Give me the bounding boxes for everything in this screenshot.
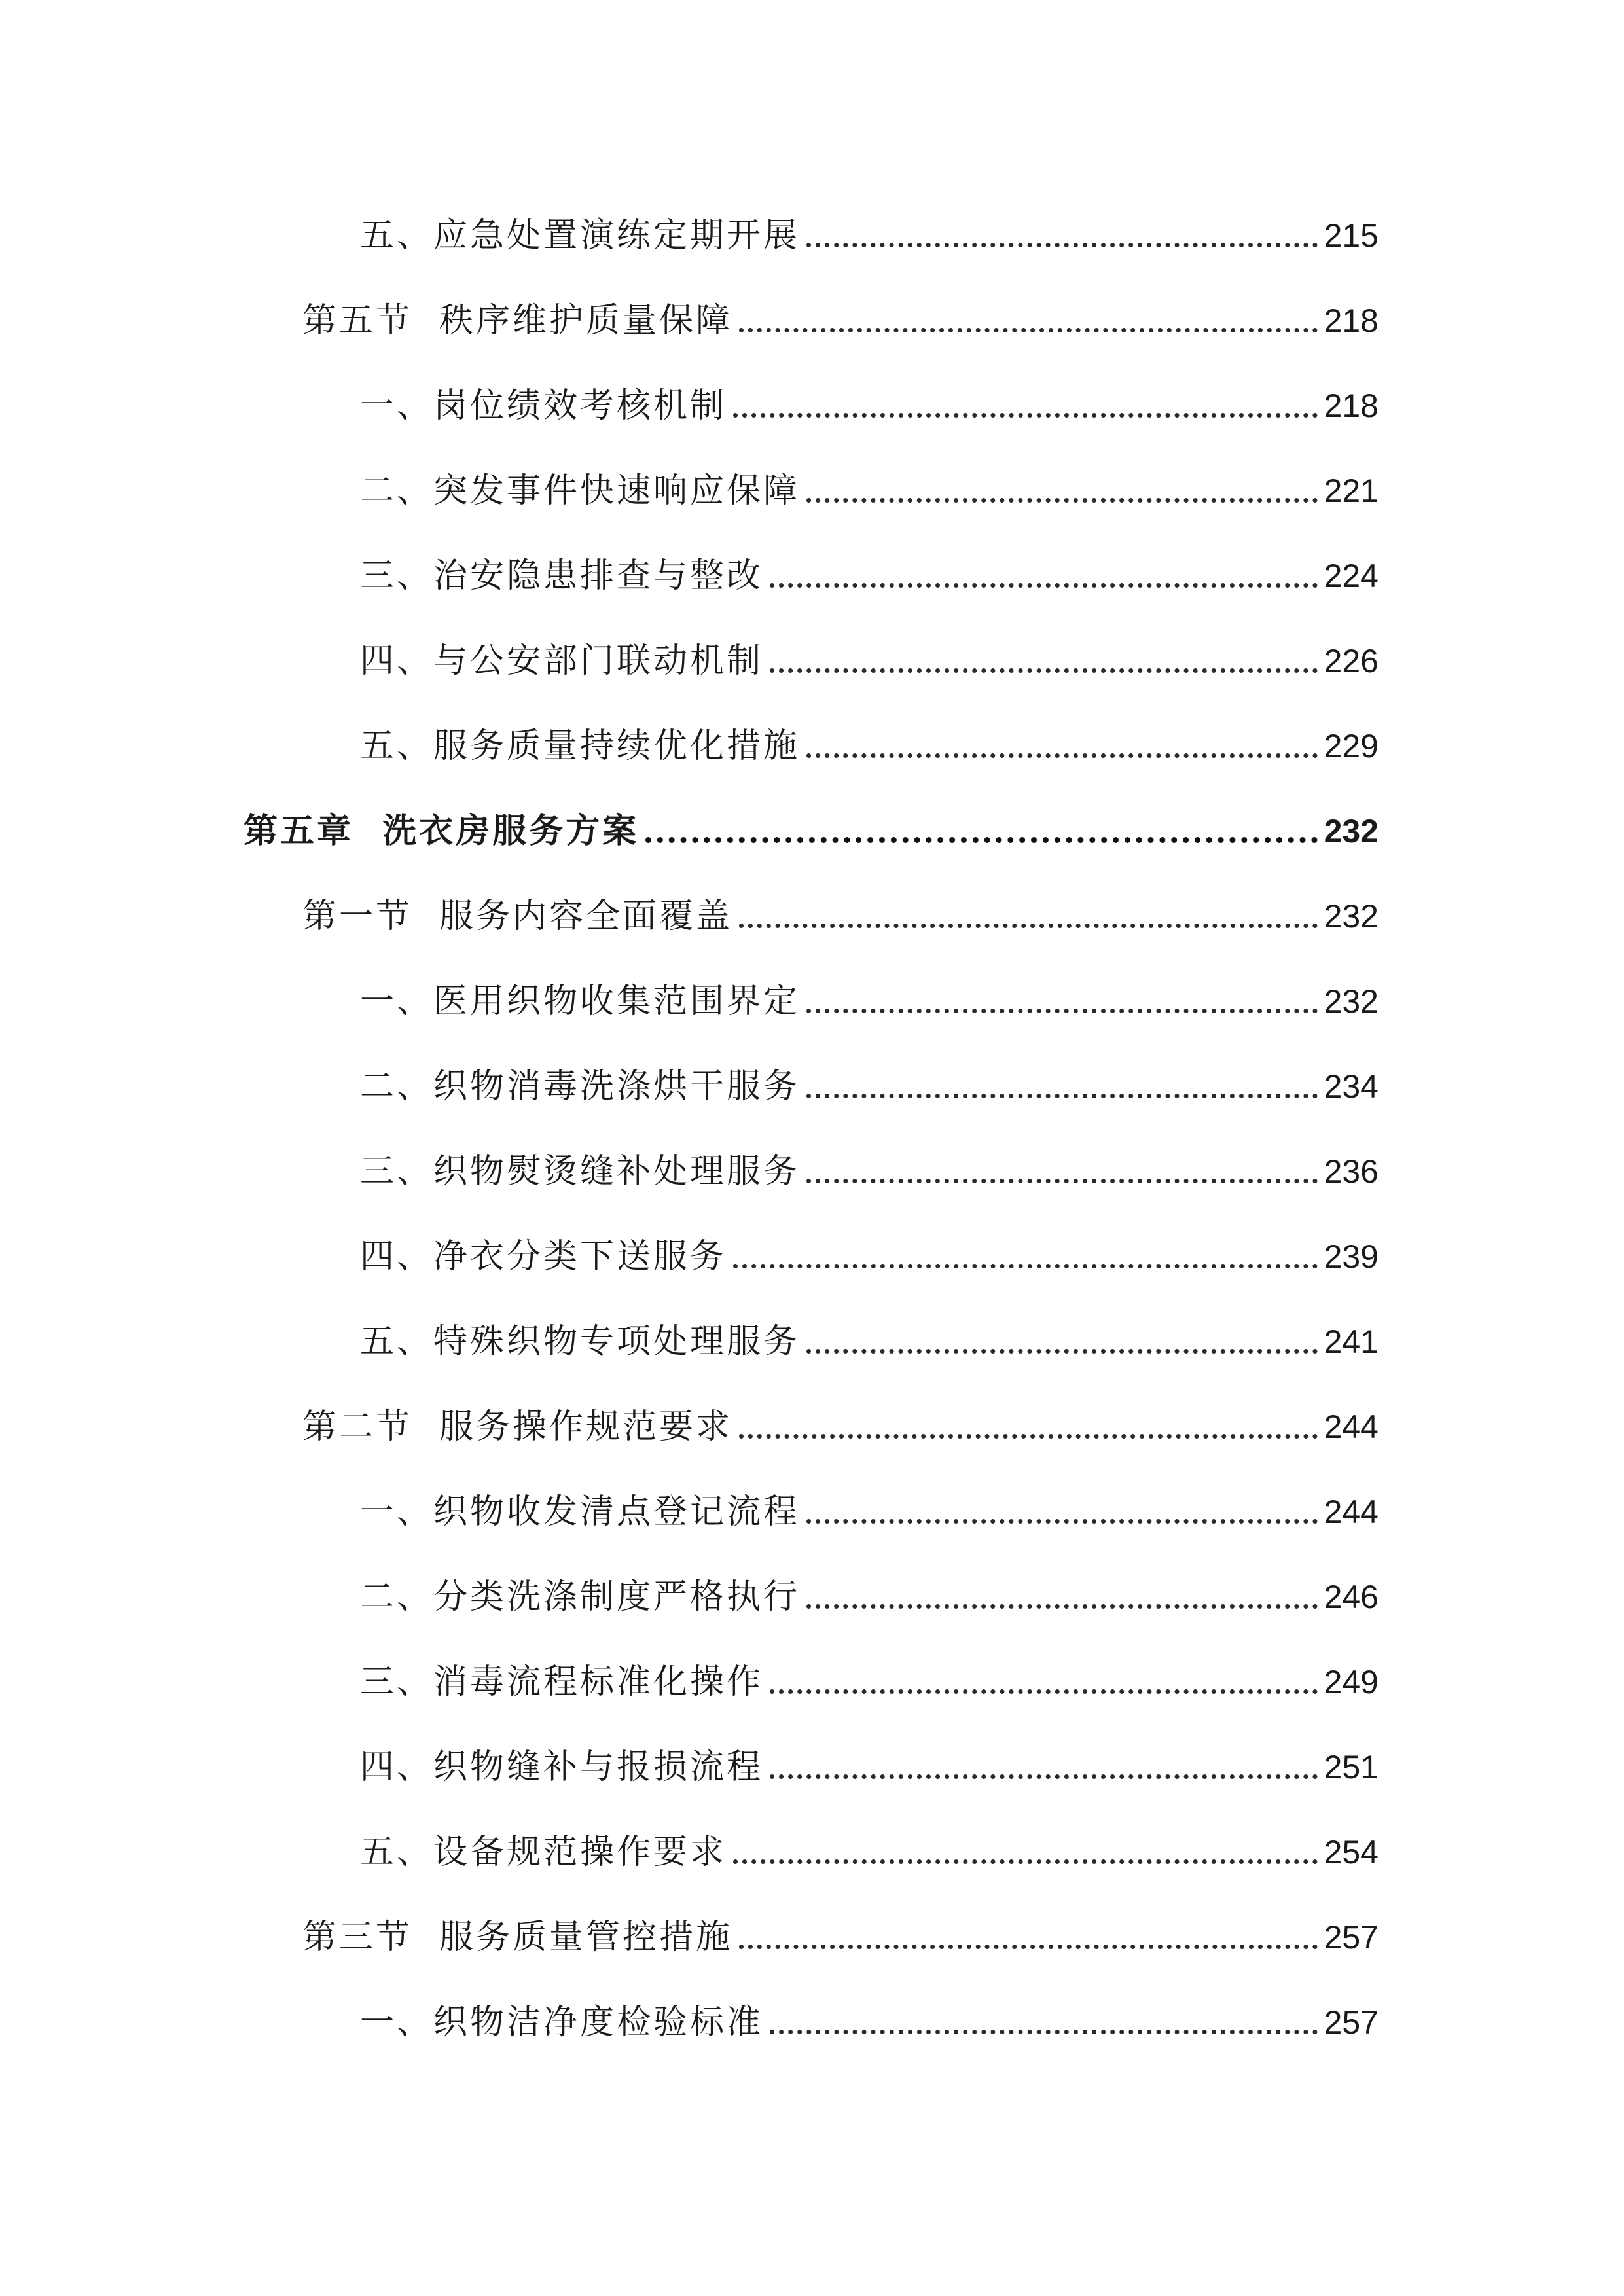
toc-entry[interactable] — [302, 890, 1379, 942]
toc-page-number: 215 — [1324, 217, 1379, 254]
toc-entry-label: 五、服务质量持续优化措施 — [360, 726, 801, 766]
dot-leader — [770, 1774, 1318, 1779]
toc-page-number: 226 — [1324, 643, 1379, 679]
toc-page-number: 236 — [1324, 1153, 1379, 1190]
toc-entry-label: 第五节 秩序维护质量保障 — [302, 301, 733, 340]
dot-leader — [806, 1519, 1318, 1524]
toc-entry-label: 二、突发事件快速响应保障 — [360, 471, 801, 511]
toc-entry[interactable] — [360, 380, 1379, 432]
toc-page-number: 234 — [1324, 1068, 1379, 1105]
toc-page-number: 257 — [1324, 1919, 1379, 1956]
toc-entry[interactable] — [360, 1656, 1379, 1708]
dot-leader — [733, 1859, 1318, 1864]
toc-entry-label: 一、织物洁净度检验标准 — [360, 2003, 764, 2042]
dot-leader — [806, 498, 1318, 503]
toc-entry[interactable] — [360, 975, 1379, 1028]
dot-leader — [739, 1945, 1318, 1949]
toc-entry[interactable] — [360, 1060, 1379, 1113]
dot-leader — [770, 1689, 1318, 1694]
dot-leader — [770, 668, 1318, 673]
toc-entry-label: 二、分类洗涤制度严格执行 — [360, 1577, 801, 1617]
dot-leader — [739, 924, 1318, 928]
toc-entry-label: 五、特殊织物专项处理服务 — [360, 1322, 801, 1361]
toc-entry[interactable] — [360, 209, 1379, 262]
dot-leader — [770, 2030, 1318, 2034]
toc-entry-label: 第二节 服务操作规范要求 — [302, 1407, 733, 1446]
dot-leader — [806, 1349, 1318, 1354]
toc-entry-label: 第三节 服务质量管控措施 — [302, 1918, 733, 1957]
dot-leader — [645, 837, 1317, 843]
toc-entry-label: 五、设备规范操作要求 — [360, 1833, 727, 1872]
toc-page-number: 232 — [1324, 898, 1379, 935]
toc-entry[interactable] — [302, 1401, 1379, 1453]
toc-entry[interactable] — [360, 1145, 1379, 1198]
dot-leader — [806, 753, 1318, 758]
toc-entry[interactable] — [360, 720, 1379, 772]
toc-entry-label: 二、织物消毒洗涤烘干服务 — [360, 1067, 801, 1106]
toc-entry[interactable] — [360, 1996, 1379, 2049]
toc-page-number: 244 — [1324, 1408, 1379, 1445]
toc-page-number: 257 — [1324, 2004, 1379, 2041]
toc-entry-label: 四、与公安部门联动机制 — [360, 641, 764, 681]
toc-page-number: 224 — [1324, 558, 1379, 594]
toc-entry-label: 第五章 洗衣房服务方案 — [244, 812, 640, 851]
toc-entry[interactable] — [360, 635, 1379, 687]
toc-entry[interactable] — [360, 1826, 1379, 1878]
toc-entry-label: 一、织物收发清点登记流程 — [360, 1492, 801, 1532]
dot-leader — [806, 1179, 1318, 1183]
toc-entry[interactable] — [360, 550, 1379, 602]
toc-page-number: 254 — [1324, 1834, 1379, 1871]
toc-page-number: 218 — [1324, 302, 1379, 339]
toc-page-number: 221 — [1324, 473, 1379, 509]
dot-leader — [739, 328, 1318, 332]
toc-entry-label: 三、织物熨烫缝补处理服务 — [360, 1152, 801, 1191]
toc-entry[interactable] — [360, 1741, 1379, 1793]
dot-leader — [733, 1264, 1318, 1268]
dot-leader — [806, 243, 1318, 247]
toc-entry-label: 三、治安隐患排查与整改 — [360, 556, 764, 596]
toc-page-number: 229 — [1324, 728, 1379, 764]
dot-leader — [739, 1434, 1318, 1439]
toc-entry-label: 四、净衣分类下送服务 — [360, 1237, 727, 1276]
toc-entry[interactable] — [360, 1316, 1379, 1368]
toc-entry[interactable] — [302, 295, 1379, 347]
dot-leader — [733, 413, 1318, 418]
toc-entry[interactable] — [360, 1571, 1379, 1623]
dot-leader — [806, 1604, 1318, 1609]
toc-entry-label: 第一节 服务内容全面覆盖 — [302, 897, 733, 936]
toc-page-number: 241 — [1324, 1323, 1379, 1360]
toc-page-number: 246 — [1324, 1579, 1379, 1615]
toc-entry[interactable] — [360, 1230, 1379, 1283]
toc-page-number: 218 — [1324, 387, 1379, 424]
toc-page-number: 251 — [1324, 1749, 1379, 1785]
toc-chapter-entry[interactable] — [244, 805, 1379, 857]
toc-entry[interactable] — [360, 465, 1379, 517]
toc-entry[interactable] — [302, 1911, 1379, 1964]
toc-entry-label: 三、消毒流程标准化操作 — [360, 1662, 764, 1702]
toc-entry-label: 一、岗位绩效考核机制 — [360, 386, 727, 425]
toc-page-number: 232 — [1324, 813, 1379, 850]
dot-leader — [806, 1009, 1318, 1013]
toc-page-number: 244 — [1324, 1494, 1379, 1530]
toc-entry-label: 五、应急处置演练定期开展 — [360, 216, 801, 255]
toc-page-number: 239 — [1324, 1238, 1379, 1275]
toc-page-number: 232 — [1324, 983, 1379, 1020]
toc-entry[interactable] — [360, 1486, 1379, 1538]
dot-leader — [770, 583, 1318, 588]
toc-page-number: 249 — [1324, 1664, 1379, 1700]
toc-entry-label: 四、织物缝补与报损流程 — [360, 1748, 764, 1787]
toc-entry-label: 一、医用织物收集范围界定 — [360, 982, 801, 1021]
dot-leader — [806, 1094, 1318, 1098]
